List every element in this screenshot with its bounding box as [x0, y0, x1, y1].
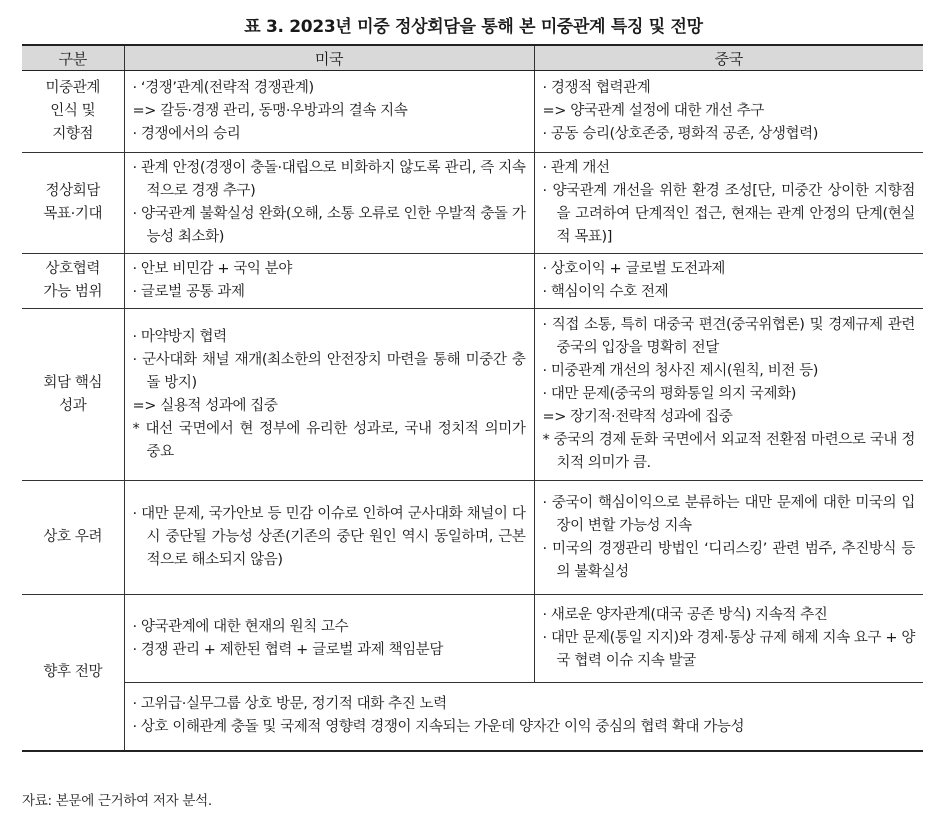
list-item: · 대만 문제(중국의 평화통일 의지 국제화) — [542, 386, 796, 402]
china-cell — [534, 254, 923, 309]
list-item: · 상호 이해관계 충돌 및 국제적 영향력 경쟁이 지속되는 가운데 양자간 이익 중심의 협력 확대 가능성 — [132, 719, 745, 736]
row-category: 회담 핵심 성과 — [22, 309, 124, 481]
list-item: => 양국관계 설정에 대한 개선 추구 — [542, 103, 764, 119]
header-china: 중국 — [534, 45, 923, 71]
list-item: · 상호이익 + 글로벌 도전과제 — [542, 261, 725, 277]
us-cell — [124, 595, 534, 683]
list-item: · 양국관계에 대한 현재의 원칙 고수 — [132, 618, 349, 635]
table-row — [22, 153, 923, 254]
list-item: · 양국관계 개선을 위한 환경 조성[단, 미중간 상이한 지향점을 고려하여 단계적인 접근, 현재는 관계 안정의 단계(현실적 목표)] — [542, 183, 915, 245]
list-item: · 미중관계 개선의 청사진 제시(원칙, 비전 등) — [542, 363, 819, 379]
list-item: · ‘경쟁’관계(전략적 경쟁관계) — [132, 80, 314, 96]
china-cell — [534, 309, 923, 481]
row-category: 상호협력 가능 범위 — [22, 254, 124, 309]
list-item: · 중국이 핵심이익으로 분류하는 대만 문제에 대한 미국의 입장이 변할 가능성 지속 — [542, 494, 915, 534]
list-item: => 장기적·전략적 성과에 집중 — [542, 409, 733, 425]
list-item: · 관계 개선 — [542, 160, 610, 176]
table-row — [22, 683, 923, 751]
list-item: · 경쟁에서의 승리 — [132, 126, 241, 142]
list-item: · 군사대화 채널 재개(최소한의 안전장치 마련을 통해 미중간 충돌 방지) — [132, 351, 526, 391]
common-cell — [124, 683, 923, 751]
list-item: * 중국의 경제 둔화 국면에서 외교적 전환점 마련으로 국내 정치적 의미가 큼. — [542, 432, 915, 471]
table-title: 표 3. 2023년 미중 정상회담을 통해 본 미중관계 특징 및 전망 — [244, 17, 703, 37]
us-cell — [124, 153, 534, 254]
china-cell — [534, 595, 923, 683]
table-row — [22, 254, 923, 309]
row-category: 정상회담 목표·기대 — [22, 153, 124, 254]
comparison-table — [22, 44, 923, 752]
row-category: 상호 우려 — [22, 481, 124, 595]
china-cell — [534, 153, 923, 254]
list-item: · 안보 비민감 + 국익 분야 — [132, 261, 292, 277]
table-row — [22, 481, 923, 595]
list-item: · 새로운 양자관계(대국 공존 방식) 지속적 추진 — [542, 607, 828, 623]
list-item: · 직접 소통, 특히 대중국 편견(중국위협론) 및 경제규제 관련 중국의 입장을 명확히 전달 — [542, 317, 915, 356]
list-item: · 경쟁 관리 + 제한된 협력 + 글로벌 과제 책임분담 — [132, 641, 444, 658]
list-item: · 고위급·실무그룹 상호 방문, 정기적 대화 추진 노력 — [132, 696, 447, 713]
list-item: * 대선 국면에서 현 정부에 유리한 성과로, 국내 정치적 의미가 중요 — [132, 420, 526, 460]
row-category: 향후 전망 — [22, 595, 124, 751]
list-item: => 실용적 성과에 집중 — [132, 397, 278, 414]
us-cell — [124, 309, 534, 481]
us-cell — [124, 71, 534, 153]
us-cell — [124, 481, 534, 595]
source-note: 자료: 본문에 근거하여 저자 분석. — [22, 793, 212, 809]
list-item: · 마약방지 협력 — [132, 328, 227, 345]
row-category: 미중관계 인식 및 지향점 — [22, 71, 124, 153]
list-item: · 미국의 경쟁관리 방법인 ‘디리스킹’ 관련 범주, 추진방식 등의 불확실성 — [542, 540, 915, 580]
list-item: · 대만 문제(통일 지지)와 경제·통상 규제 해제 지속 요구 + 양국 협력 이슈 지속 발굴 — [542, 630, 915, 669]
list-item: · 글로벌 공통 과제 — [132, 284, 245, 300]
list-item: => 갈등·경쟁 관리, 동맹·우방과의 결속 지속 — [132, 103, 408, 119]
table-header-row — [22, 45, 923, 71]
header-category: 구분 — [22, 45, 124, 71]
list-item: · 핵심이익 수호 전제 — [542, 284, 669, 300]
header-us: 미국 — [124, 45, 534, 71]
list-item: · 경쟁적 협력관계 — [542, 80, 651, 96]
list-item: · 양국관계 불확실성 완화(오해, 소통 오류로 인한 우발적 충돌 가능성 최소화) — [132, 206, 526, 245]
table-row — [22, 595, 923, 683]
china-cell — [534, 481, 923, 595]
table-row — [22, 309, 923, 481]
list-item: · 공동 승리(상호존중, 평화적 공존, 상생협력) — [542, 126, 819, 142]
list-item: · 대만 문제, 국가안보 등 민감 이슈로 인하여 군사대화 채널이 다시 중단될 가능성 상존(기존의 중단 원인 역시 동일하며, 근본적으로 해소되지 않음) — [132, 506, 526, 568]
table-row — [22, 71, 923, 153]
china-cell — [534, 71, 923, 153]
list-item: · 관계 안정(경쟁이 충돌·대립으로 비화하지 않도록 관리, 즉 지속적으로 경쟁 추구) — [132, 160, 526, 199]
us-cell — [124, 254, 534, 309]
